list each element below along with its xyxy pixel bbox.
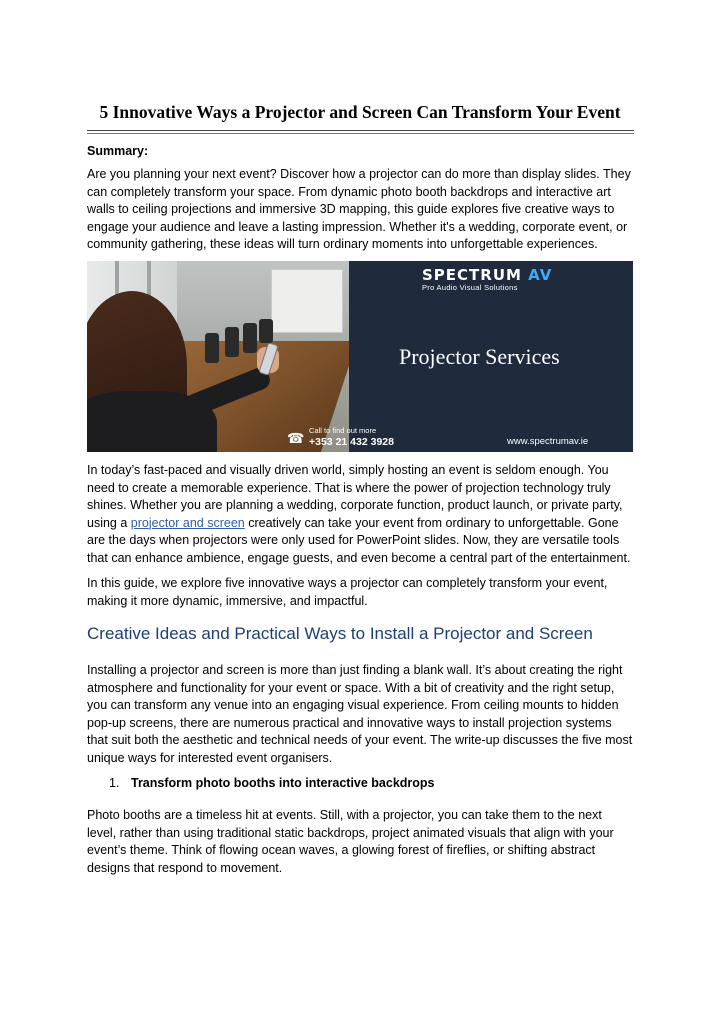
intro-paragraph — [87, 462, 633, 567]
intro-text-start: In today’s fast-paced and visually driven world, simply hosting an event is seldom enough. You need to create a memorable experience. That is where the power of projection technology truly shines. Whether you are planning a wedding, corporate function, product launch, or private party, using a — [87, 463, 623, 530]
chair — [205, 333, 219, 363]
section-heading: Creative Ideas and Practical Ways to Install a Projector and Screen — [87, 624, 593, 643]
chair — [259, 319, 273, 343]
logo-tagline: Pro Audio Visual Solutions — [422, 283, 518, 292]
phone-icon: ☎ — [287, 430, 305, 446]
chair — [225, 327, 239, 357]
spectrum-av-logo — [422, 267, 582, 292]
logo-av-mark: AV — [528, 266, 553, 284]
meeting-room-photo — [87, 261, 349, 452]
list-item-number: 1. — [109, 776, 120, 790]
summary-paragraph: Are you planning your next event? Discover how a projector can do more than display slides. They can completely transform your space. From dynamic photo booth backdrops and interactive art walls to ceiling projections and immersive 3D mapping, this guide explores five creative ways to engage your audience and leave a lasting impression. Whether it's a wedding, corporate event, or community gathering, these ideas will turn ordinary moments into unforgettable experiences. — [87, 167, 631, 251]
projector-and-screen-link[interactable]: projector and screen — [130, 515, 245, 530]
banner-phone-number: +353 21 432 3928 — [309, 436, 394, 448]
projector-services-banner — [87, 261, 633, 452]
list-item-text: Transform photo booths into interactive backdrops — [131, 776, 435, 790]
banner-website: www.spectrumav.ie — [507, 436, 589, 447]
logo-wordmark: SPECTRUM — [422, 266, 529, 284]
banner-call-label: Call to find out more — [309, 426, 377, 435]
banner-service-title: Projector Services — [399, 344, 560, 369]
projection-screen-image — [271, 269, 343, 333]
summary-label: Summary: — [87, 144, 149, 158]
title-divider-secondary — [87, 133, 634, 134]
install-paragraph: Installing a projector and screen is more than just finding a blank wall. It’s about creating the right atmosphere and functionality for your event or space. With a bit of creativity and the right setup, you can transform any venue into an engaging visual experience. From ceiling mounts to hidden pop-up screens, there are numerous practical and innovative ways to install projection systems that suit both the aesthetic and technical needs of your event. The write-up discusses the five most unique ways for interested event organisers. — [87, 663, 633, 765]
list-item — [109, 775, 435, 792]
title-divider — [87, 130, 634, 131]
chair — [243, 323, 257, 353]
guide-paragraph: In this guide, we explore five innovative ways a projector can completely transform your event, making it more dynamic, immersive, and impactful. — [87, 576, 608, 608]
document-title: 5 Innovative Ways a Projector and Screen Can Transform Your Event — [99, 102, 621, 122]
intro-text-end: creatively can take your event from ordinary to unforgettable. Gone are the days when projectors were only used for PowerPoint slides. Now, they are versatile tools that can enhance ambience, engage guests, and even become a central part of the entertainment. — [87, 515, 631, 565]
photo-booth-paragraph: Photo booths are a timeless hit at events. Still, with a projector, you can take them to the next level, rather than using traditional static backdrops, project animated visuals that align with your event’s theme. Think of flowing ocean waves, a glowing forest of fireflies, or shifting abstract designs that respond to movement. — [87, 808, 614, 875]
